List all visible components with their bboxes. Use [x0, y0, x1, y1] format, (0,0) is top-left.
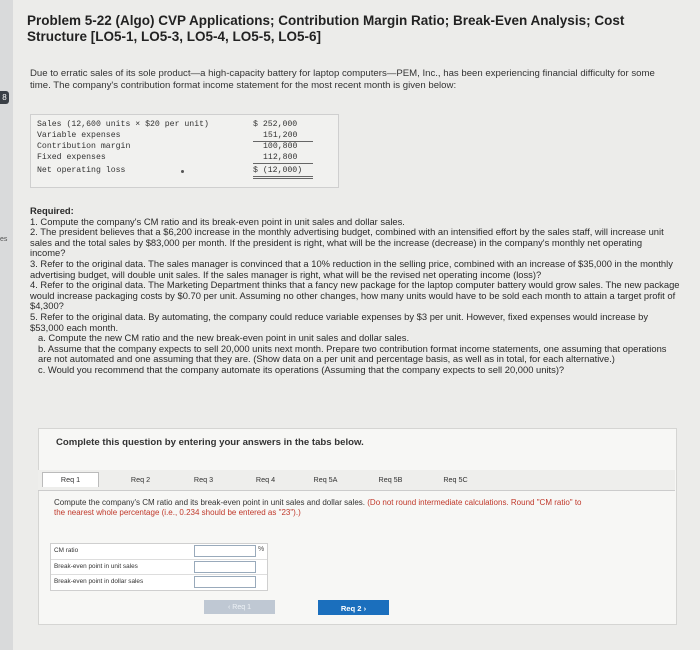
statement-label: Fixed expenses — [37, 153, 106, 162]
statement-label: Variable expenses — [37, 131, 121, 140]
problem-intro: Due to erratic sales of its sole product—a high-capacity battery for laptop computers—PEM, Inc., has been experiencing financial difficulty for some time. The company's contribution format income statement for the most recent month is given below: — [30, 68, 655, 91]
statement-row — [37, 152, 332, 163]
answer-label: Break-even point in dollar sales — [54, 578, 144, 585]
answer-table — [50, 543, 268, 591]
tab-req-2[interactable]: Req 2 — [130, 475, 151, 484]
statement-row — [37, 119, 332, 130]
problem-title: Problem 5-22 (Algo) CVP Applications; Contribution Margin Ratio; Break-Even Analysis; Cost Structure [LO5-1, LO5-3, LO5-4, LO5-5, LO5-6] — [27, 13, 625, 44]
answer-row-cm-ratio — [51, 544, 267, 559]
statement-amount: $ 252,000 — [253, 120, 298, 129]
statement-row — [37, 141, 332, 152]
statement-label: Net operating loss — [37, 166, 126, 175]
cursor-dot — [181, 170, 184, 173]
question-3: 3. Refer to the original data. The sales manager is convinced that a 10% reduction in the selling price, combined with an increase of $35,000 in the monthly advertising budget, will double unit sales. If the sales manager is right, what will be the revised net operating income (loss)? — [30, 257, 673, 280]
cm-ratio-input[interactable] — [194, 545, 256, 557]
statement-row — [37, 165, 332, 176]
statement-amount: 112,800 — [253, 152, 313, 164]
statement-amount: 151,200 — [253, 130, 313, 142]
question-2: 2. The president believes that a $6,200 increase in the monthly advertising budget, combined with an intensified effort by the sales staff, will increase unit sales and the total sales by $83,000 per month. If the president is right, what will be the increase (decrease) in the company's monthly net operating income? — [30, 226, 664, 259]
answer-panel — [38, 428, 677, 625]
next-req-button[interactable]: Req 2 › — [318, 600, 389, 615]
answer-label: CM ratio — [54, 547, 79, 554]
previous-req-button[interactable]: ‹ Req 1 — [204, 600, 275, 614]
question-1: 1. Compute the company's CM ratio and its break-even point in unit sales and dollar sales. — [30, 215, 405, 227]
instruction-note: (Do not round intermediate calculations. Round "CM ratio" to the nearest whole percentage (i.e., 0.234 should be entered as "23").) — [54, 498, 582, 517]
side-tab-marker[interactable]: 8 — [0, 91, 9, 104]
tab-req-1[interactable]: Req 1 — [42, 472, 99, 487]
side-label: es — [0, 236, 8, 243]
statement-label: Sales (12,600 units × $20 per unit) — [37, 120, 209, 129]
tab-req-4[interactable]: Req 4 — [255, 475, 276, 484]
tab-req-5a[interactable]: Req 5A — [313, 475, 338, 484]
answer-row-breakeven-units — [51, 559, 267, 575]
statement-label: Contribution margin — [37, 142, 131, 151]
statement-amount: 100,800 — [263, 142, 298, 151]
instruction-main: Compute the company's CM ratio and its break-even point in unit sales and dollar sales. — [54, 498, 366, 507]
answer-label: Break-even point in unit sales — [54, 563, 138, 570]
statement-row — [37, 130, 332, 141]
answer-row-breakeven-dollars — [51, 574, 267, 590]
breakeven-units-input[interactable] — [194, 561, 256, 573]
breakeven-dollars-input[interactable] — [194, 576, 256, 588]
question-5a: a. Compute the new CM ratio and the new break-even point in unit sales and dollar sales. — [38, 332, 410, 344]
tab-req-3[interactable]: Req 3 — [193, 475, 214, 484]
question-5b: b. Assume that the company expects to sell 20,000 units next month. Prepare two contribution format income statements, one assuming that operations are not automated and one assuming that they are. (Show data on a per unit and percentage basis, as well as in total, for each alternative.) — [38, 342, 667, 365]
complete-prompt: Complete this question by entering your answers in the tabs below. — [56, 437, 364, 448]
question-5c: c. Would you recommend that the company automate its operations (Assuming that the company expects to sell 20,000 units)? — [38, 363, 565, 375]
question-4: 4. Refer to the original data. The Marketing Department thinks that a fancy new package for the laptop computer battery would grow sales. The new package would increase packaging costs by $0.70 per unit. Assuming no other changes, how many units would have to be sold each month to attain a target profit of $4,300? — [30, 279, 680, 312]
required-section — [30, 206, 680, 376]
tab-req-5c[interactable]: Req 5C — [443, 475, 468, 484]
percent-unit: % — [258, 546, 265, 553]
instruction-text — [54, 498, 594, 518]
question-5: 5. Refer to the original data. By automating, the company could reduce variable expenses by $3 per unit. However, fixed expenses would increase by $53,000 each month. — [30, 310, 649, 333]
tab-req-5b[interactable]: Req 5B — [378, 475, 403, 484]
required-heading: Required: — [30, 205, 74, 216]
income-statement-table — [30, 114, 339, 188]
requirement-tabs — [38, 470, 675, 491]
statement-amount: $ (12,000) — [253, 165, 313, 179]
